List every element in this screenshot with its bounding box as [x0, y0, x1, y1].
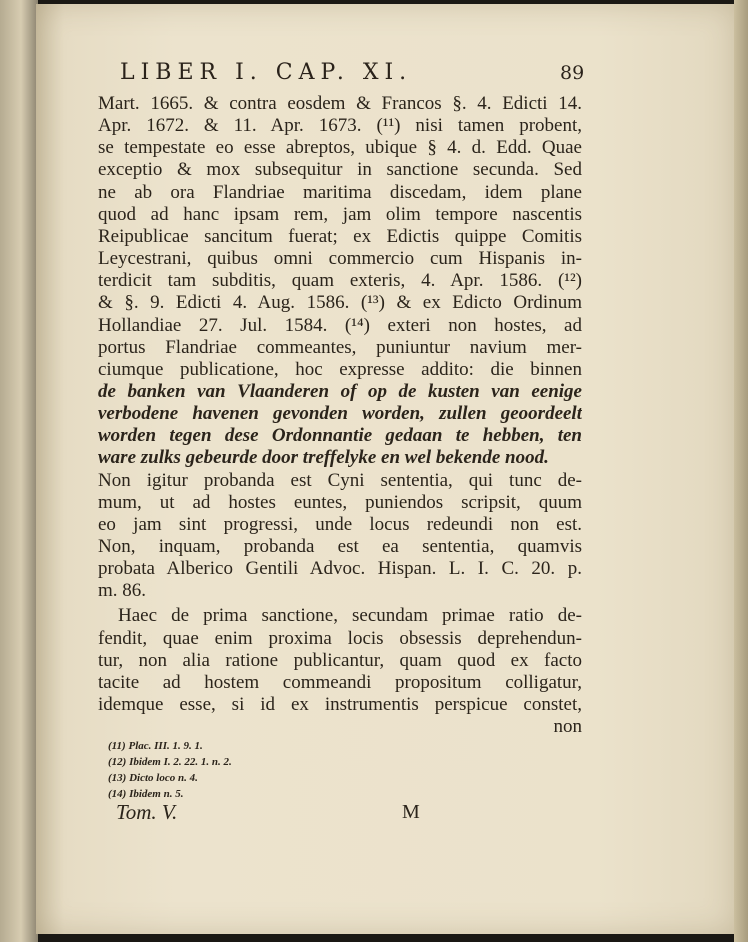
text-line: de banken van Vlaanderen of op de kusten van eenige [98, 380, 582, 402]
footnote: (12) Ibidem I. 2. 22. 1. n. 2. [108, 756, 232, 768]
volume-mark: Tom. V. [116, 800, 178, 824]
page-number: 89 [560, 62, 585, 84]
text-line: worden tegen dese Ordonnantie gedaan te hebben, ten [98, 425, 582, 447]
text-line: probata Alberico Gentili Advoc. Hispan. L. I. C. 20. p. [98, 558, 582, 580]
text-line: verbodene havenen gevonden worden, zullen geoordeelt [98, 403, 582, 425]
text-line: ware zulks gebeurde door treffelyke en wel bekende nood. [98, 447, 549, 469]
text-line: & §. 9. Edicti 4. Aug. 1586. (¹³) & ex Edicto Ordinum [98, 292, 582, 314]
signature-mark: M [402, 801, 420, 823]
text-line: fendit, quae enim proxima locis obsessis deprehendun- [98, 627, 582, 649]
text-line: quod ad hanc ipsam rem, jam olim tempore nascentis [98, 203, 582, 225]
text-line: idemque esse, si id ex instrumentis perspicue constet, [98, 694, 582, 716]
text-line: tacite ad hostem commeandi propositum colligatur, [98, 671, 582, 693]
left-page-edge [0, 0, 38, 942]
text-line: tur, non alia ratione publicantur, quam quod ex facto [98, 649, 582, 671]
text-line: mum, ut ad hostes euntes, puniendos scripsit, quum [98, 491, 582, 513]
text-line: Reipublicae sancitum fuerat; ex Edictis quippe Comitis [98, 225, 582, 247]
running-title: LIBER I. CAP. XI. [120, 60, 413, 85]
text-line: ne ab ora Flandriae maritima discedam, idem plane [98, 181, 582, 203]
text-line: Apr. 1672. & 11. Apr. 1673. (¹¹) nisi tamen probent, [98, 115, 582, 137]
text-line: m. 86. [98, 580, 147, 602]
text-line: portus Flandriae commeantes, puniuntur navium mer- [98, 336, 582, 358]
text-line: non [553, 716, 582, 738]
text-line: ciumque publicatione, hoc expresse addito: die binnen [98, 358, 582, 380]
footnote: (14) Ibidem n. 5. [108, 788, 184, 800]
text-line: se tempestate eo esse abreptos, ubique § 4. d. Edd. Quae [98, 137, 582, 159]
text-line: eo jam sint progressi, unde locus redeundi non est. [98, 513, 582, 535]
footnote: (11) Plac. III. 1. 9. 1. [108, 740, 203, 752]
text-line: Haec de prima sanctione, secundam primae ratio de- [118, 605, 582, 627]
text-line: Leycestrani, quibus omni commercio cum Hispanis in- [98, 248, 582, 270]
text-line: terdicit tam subditis, quam exteris, 4. Apr. 1586. (¹²) [98, 270, 582, 292]
text-line: Non igitur probanda est Cyni sententia, qui tunc de- [98, 469, 582, 491]
text-line: Non, inquam, probanda est ea sententia, quamvis [98, 536, 582, 557]
text-line: Hollandiae 27. Jul. 1584. (¹⁴) exteri non hostes, ad [98, 314, 582, 336]
text-line: Mart. 1665. & contra eosdem & Francos §. 4. Edicti 14. [98, 93, 582, 114]
right-page-edge [734, 0, 748, 942]
footnote: (13) Dicto loco n. 4. [108, 772, 198, 784]
text-line: exceptio & mox subsequitur in sanctione secunda. Sed [98, 159, 582, 181]
